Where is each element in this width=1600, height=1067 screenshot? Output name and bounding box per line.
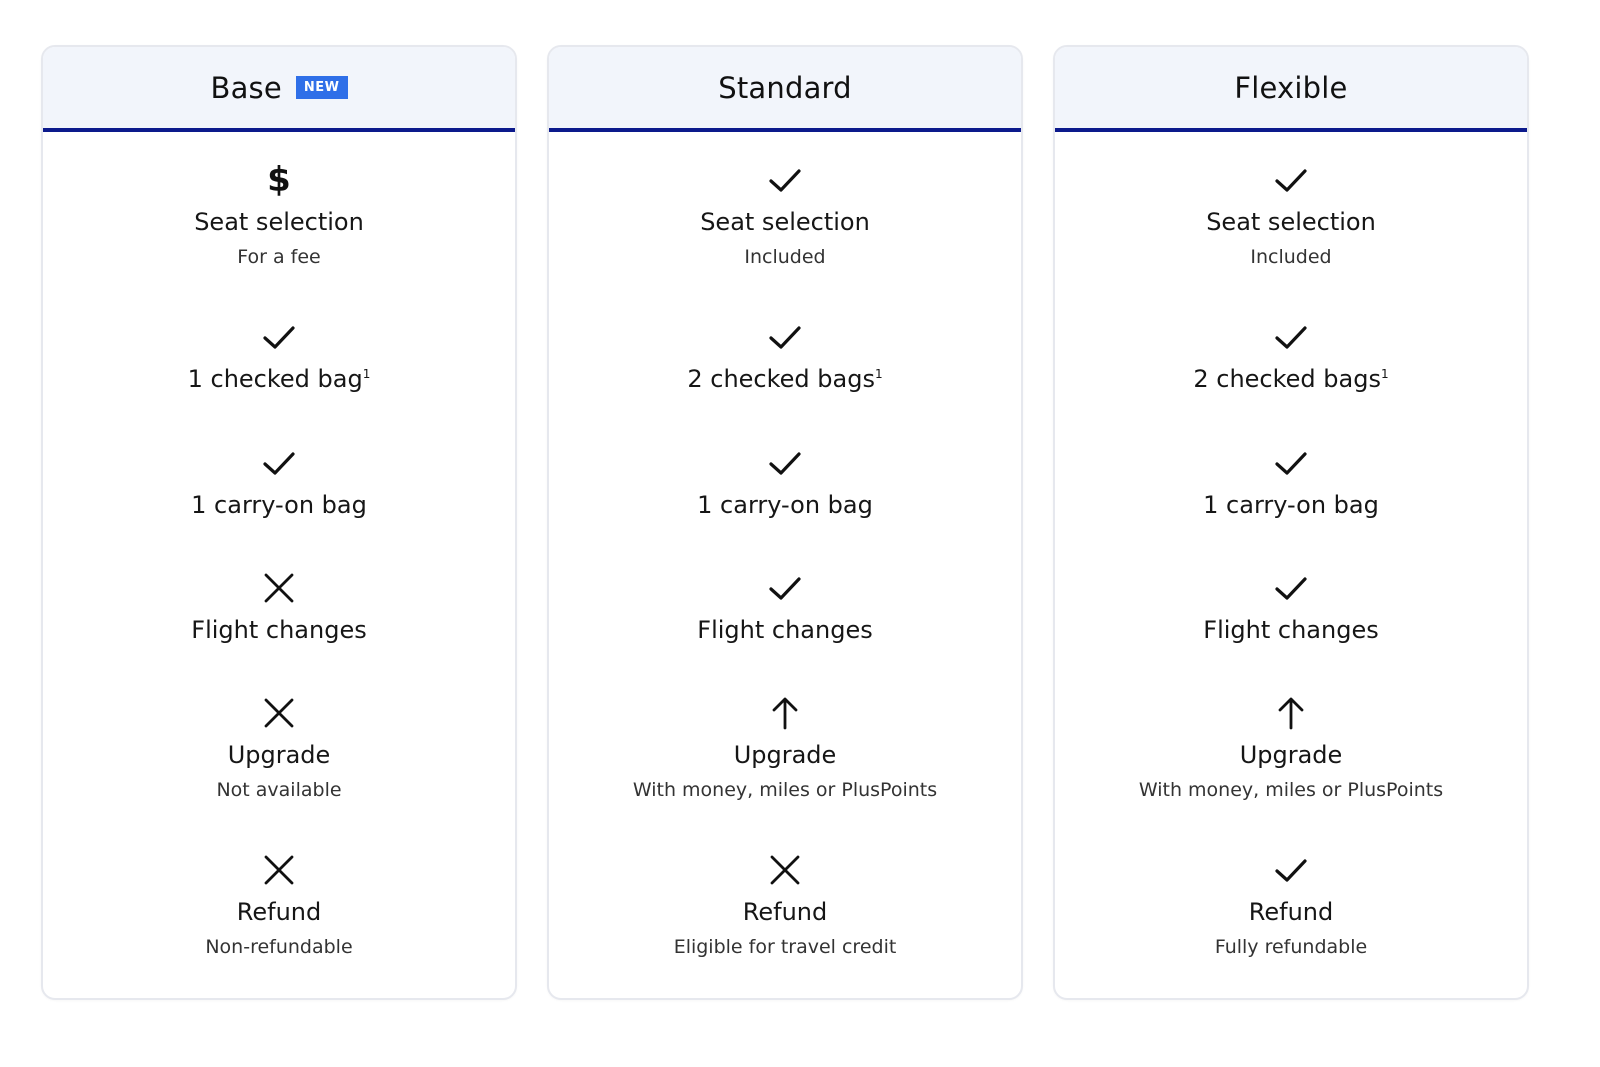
feature-name: [43, 741, 515, 769]
feature-name: [1055, 898, 1527, 926]
feature-name: [549, 208, 1021, 236]
check-icon: [259, 317, 299, 357]
feature-row: [549, 850, 1021, 958]
feature-name: [1055, 208, 1527, 236]
feature-detail: For a fee: [237, 246, 321, 268]
feature-name-text: 1 carry-on bag: [1203, 491, 1379, 519]
feature-name-text: Seat selection: [700, 208, 870, 236]
feature-row: [1055, 443, 1527, 519]
x-icon: [259, 850, 299, 890]
feature-name-text: Refund: [1248, 898, 1334, 926]
check-icon: [1271, 850, 1311, 890]
feature-row: [43, 160, 515, 268]
feature-row: [1055, 160, 1527, 268]
card-title: Base: [210, 70, 282, 105]
feature-name: [43, 491, 515, 519]
feature-name: [549, 491, 1021, 519]
feature-name-text: 1 carry-on bag: [697, 491, 873, 519]
check-icon: [765, 443, 805, 483]
new-badge: NEW: [296, 76, 348, 99]
check-icon: [765, 317, 805, 357]
footnote-marker: 1: [874, 367, 883, 381]
fare-card-base[interactable]: [41, 45, 517, 1000]
footnote-marker: 1: [1380, 367, 1389, 381]
check-icon: [1271, 160, 1311, 200]
feature-detail: Non-refundable: [205, 936, 353, 958]
feature-name-text: Refund: [236, 898, 322, 926]
card-header: [549, 47, 1021, 132]
feature-row: [549, 568, 1021, 644]
arrow-up-icon: [1271, 693, 1311, 733]
feature-name-text: Flight changes: [1203, 616, 1379, 644]
check-icon: [1271, 317, 1311, 357]
feature-name-text: Refund: [742, 898, 828, 926]
feature-name: [549, 365, 1021, 393]
feature-name: [43, 365, 515, 393]
feature-detail: Included: [1250, 246, 1332, 268]
arrow-up-icon: [765, 693, 805, 733]
dollar-icon: $: [267, 160, 291, 200]
card-title: Standard: [718, 70, 852, 105]
feature-row: [1055, 850, 1527, 958]
feature-name-text: Upgrade: [1239, 741, 1343, 769]
feature-row: [43, 568, 515, 644]
check-icon: [1271, 443, 1311, 483]
feature-detail: Included: [744, 246, 826, 268]
feature-name-text: Flight changes: [191, 616, 367, 644]
feature-row: [549, 160, 1021, 268]
feature-row: [1055, 568, 1527, 644]
feature-detail: Not available: [216, 779, 342, 801]
check-icon: [765, 568, 805, 608]
feature-row: [549, 317, 1021, 393]
feature-row: [549, 693, 1021, 801]
feature-name: [43, 208, 515, 236]
card-header: [1055, 47, 1527, 132]
feature-name-text: Seat selection: [1206, 208, 1376, 236]
check-icon: [765, 160, 805, 200]
feature-name: [549, 898, 1021, 926]
footnote-marker: 1: [362, 367, 371, 381]
fare-card-flexible[interactable]: [1053, 45, 1529, 1000]
feature-row: [549, 443, 1021, 519]
feature-row: [43, 850, 515, 958]
feature-name: [43, 898, 515, 926]
feature-name-text: 1 carry-on bag: [191, 491, 367, 519]
x-icon: [259, 693, 299, 733]
feature-row: [1055, 693, 1527, 801]
feature-name: [1055, 741, 1527, 769]
feature-row: [43, 693, 515, 801]
feature-row: [43, 443, 515, 519]
feature-detail: With money, miles or PlusPoints: [632, 779, 938, 801]
feature-name: [1055, 616, 1527, 644]
feature-detail: Eligible for travel credit: [673, 936, 897, 958]
fare-card-standard[interactable]: [547, 45, 1023, 1000]
feature-name-text: 2 checked bags: [1193, 365, 1381, 393]
feature-row: [1055, 317, 1527, 393]
x-icon: [765, 850, 805, 890]
feature-name-text: Upgrade: [227, 741, 331, 769]
feature-name-text: Seat selection: [194, 208, 364, 236]
feature-name: [549, 616, 1021, 644]
x-icon: [259, 568, 299, 608]
feature-name: [1055, 491, 1527, 519]
feature-detail: Fully refundable: [1214, 936, 1368, 958]
feature-row: [43, 317, 515, 393]
feature-name: [43, 616, 515, 644]
check-icon: [259, 443, 299, 483]
feature-name-text: Flight changes: [697, 616, 873, 644]
feature-name-text: 2 checked bags: [687, 365, 875, 393]
check-icon: [1271, 568, 1311, 608]
feature-name: [1055, 365, 1527, 393]
card-header: [43, 47, 515, 132]
feature-name: [549, 741, 1021, 769]
feature-name-text: 1 checked bag: [187, 365, 363, 393]
card-title: Flexible: [1234, 70, 1348, 105]
feature-name-text: Upgrade: [733, 741, 837, 769]
feature-detail: With money, miles or PlusPoints: [1138, 779, 1444, 801]
